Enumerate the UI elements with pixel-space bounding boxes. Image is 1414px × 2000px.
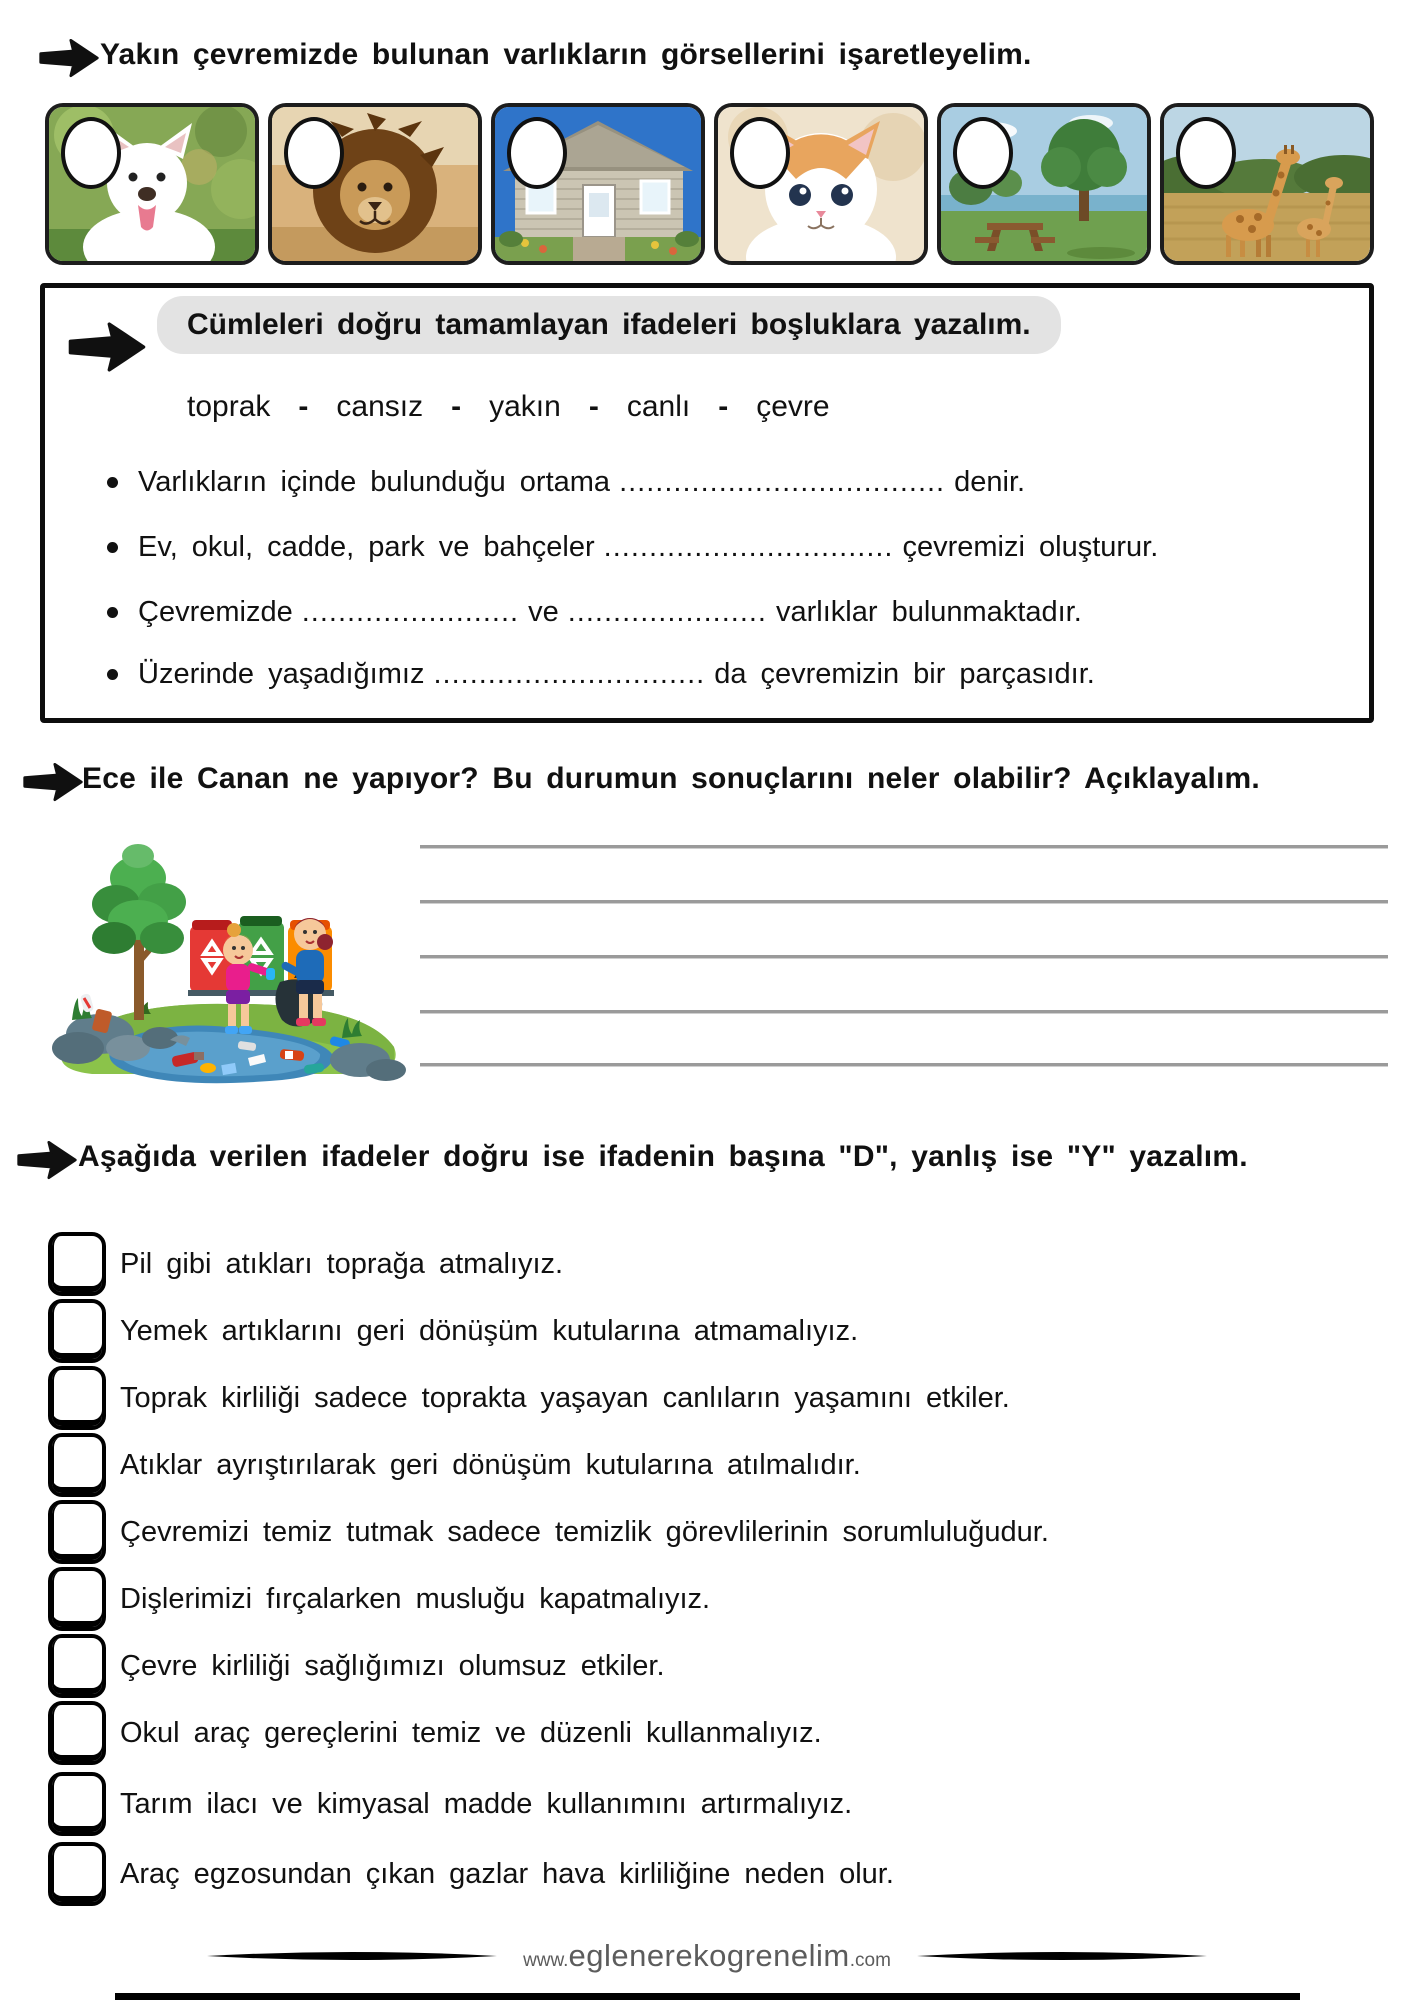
statement-text: Yemek artıklarını geri dönüşüm kutularına atmamalıyız. bbox=[120, 1314, 859, 1347]
footer-divider-left bbox=[207, 1948, 497, 1964]
word-bank-item: toprak bbox=[187, 390, 271, 423]
image-checkbox[interactable] bbox=[61, 117, 121, 189]
image-checkbox[interactable] bbox=[730, 117, 790, 189]
dy-statement-row bbox=[48, 1433, 861, 1497]
dy-statement-row bbox=[48, 1567, 710, 1631]
recycling-illustration bbox=[42, 842, 412, 1087]
writing-line[interactable] bbox=[420, 955, 1388, 958]
statement-text: Okul araç gereçlerini temiz ve düzenli kullanmalıyız. bbox=[120, 1716, 822, 1749]
section2-arrow-icon bbox=[67, 318, 147, 381]
footer-divider-right bbox=[917, 1948, 1207, 1964]
sentence-text: çevremizi oluşturur. bbox=[902, 531, 1159, 563]
sentence-text: da çevremizin bir parçasıdır. bbox=[714, 658, 1095, 690]
dy-answer-box[interactable] bbox=[48, 1701, 106, 1765]
image-checkbox[interactable] bbox=[507, 117, 567, 189]
word-bank bbox=[165, 390, 852, 424]
statement-text: Atıklar ayrıştırılarak geri dönüşüm kutularına atılmalıdır. bbox=[120, 1448, 861, 1481]
section1-arrow-icon bbox=[38, 36, 100, 85]
answer-blank[interactable]: .............................. bbox=[433, 658, 706, 690]
fill-sentence bbox=[107, 658, 1104, 691]
dy-answer-box[interactable] bbox=[48, 1842, 106, 1906]
dy-statement-row bbox=[48, 1299, 858, 1363]
statement-text: Araç egzosundan çıkan gazlar hava kirliliğine neden olur. bbox=[120, 1857, 894, 1890]
dy-statement-row bbox=[48, 1500, 1049, 1564]
statement-text: Dişlerimizi fırçalarken musluğu kapatmalıyız. bbox=[120, 1582, 711, 1615]
fill-in-blanks-box bbox=[40, 283, 1374, 723]
dy-statement-row bbox=[48, 1701, 822, 1765]
answer-blank[interactable]: ...................... bbox=[567, 596, 767, 628]
image-checkbox[interactable] bbox=[953, 117, 1013, 189]
word-bank-dash: - bbox=[718, 390, 729, 423]
image-card-lion[interactable] bbox=[268, 103, 482, 265]
image-checkbox[interactable] bbox=[284, 117, 344, 189]
footer-url bbox=[523, 1938, 891, 1974]
fill-sentence bbox=[107, 466, 1034, 499]
sentence-text: Ev, okul, cadde, park ve bahçeler bbox=[138, 531, 595, 563]
word-bank-dash: - bbox=[298, 390, 309, 423]
bullet bbox=[107, 477, 118, 488]
writing-line[interactable] bbox=[420, 900, 1388, 903]
statement-text: Pil gibi atıkları toprağa atmalıyız. bbox=[120, 1247, 564, 1280]
writing-line[interactable] bbox=[420, 1010, 1388, 1013]
section3-title: Ece ile Canan ne yapıyor? Bu durumun sonuçlarını neler olabilir? Açıklayalım. bbox=[82, 762, 1260, 795]
word-bank-dash: - bbox=[588, 390, 599, 423]
statement-text: Çevremizi temiz tutmak sadece temizlik görevlilerinin sorumluluğudur. bbox=[120, 1515, 1049, 1548]
bullet bbox=[107, 607, 118, 618]
dy-statement-row bbox=[48, 1232, 563, 1296]
word-bank-item: cansız bbox=[336, 390, 424, 423]
page-bottom-border bbox=[115, 1993, 1300, 2000]
sentence-text: varlıklar bulunmaktadır. bbox=[776, 596, 1082, 628]
statement-text: Tarım ilacı ve kimyasal madde kullanımını artırmalıyız. bbox=[120, 1787, 853, 1820]
section3-arrow-icon bbox=[22, 760, 84, 809]
dy-answer-box[interactable] bbox=[48, 1366, 106, 1430]
answer-blank[interactable]: ........................ bbox=[301, 596, 520, 628]
fill-sentence bbox=[107, 531, 1167, 564]
dy-answer-box[interactable] bbox=[48, 1433, 106, 1497]
dy-answer-box[interactable] bbox=[48, 1299, 106, 1363]
dy-answer-box[interactable] bbox=[48, 1500, 106, 1564]
sentence-text: denir. bbox=[954, 466, 1026, 498]
word-bank-item: yakın bbox=[489, 390, 561, 423]
image-card-giraffes[interactable] bbox=[1160, 103, 1374, 265]
dy-statement-row bbox=[48, 1366, 1010, 1430]
dy-answer-box[interactable] bbox=[48, 1232, 106, 1296]
answer-blank[interactable]: ................................ bbox=[603, 531, 894, 563]
image-card-park[interactable] bbox=[937, 103, 1151, 265]
dy-answer-box[interactable] bbox=[48, 1567, 106, 1631]
dy-answer-box[interactable] bbox=[48, 1772, 106, 1836]
word-bank-dash: - bbox=[451, 390, 462, 423]
section2-title: Cümleleri doğru tamamlayan ifadeleri boşluklara yazalım. bbox=[157, 296, 1061, 354]
sentence-text: Varlıkların içinde bulunduğu ortama bbox=[138, 466, 611, 498]
image-card-dog[interactable] bbox=[45, 103, 259, 265]
sentence-text: ve bbox=[528, 596, 559, 628]
dy-statement-row bbox=[48, 1634, 665, 1698]
answer-blank[interactable]: .................................... bbox=[619, 466, 946, 498]
image-card-house[interactable] bbox=[491, 103, 705, 265]
section1-title: Yakın çevremizde bulunan varlıkların görsellerini işaretleyelim. bbox=[100, 38, 1032, 71]
bullet bbox=[107, 542, 118, 553]
footer bbox=[0, 1938, 1414, 1974]
bullet bbox=[107, 669, 118, 680]
footer-url-www: www. bbox=[523, 1950, 569, 1971]
writing-line[interactable] bbox=[420, 1063, 1388, 1066]
statement-text: Toprak kirliliği sadece toprakta yaşayan canlıların yaşamını etkiler. bbox=[120, 1381, 1010, 1414]
statement-text: Çevre kirliliği sağlığımızı olumsuz etkiler. bbox=[120, 1649, 665, 1682]
footer-url-domain: eglenerekogrenelim bbox=[568, 1938, 850, 1973]
word-bank-item: canlı bbox=[626, 390, 691, 423]
writing-line[interactable] bbox=[420, 845, 1388, 848]
image-card-kitten[interactable] bbox=[714, 103, 928, 265]
sentence-text: Çevremizde bbox=[138, 596, 293, 628]
section4-arrow-icon bbox=[16, 1138, 78, 1187]
image-checkbox[interactable] bbox=[1176, 117, 1236, 189]
dy-answer-box[interactable] bbox=[48, 1634, 106, 1698]
fill-sentence bbox=[107, 596, 1091, 629]
sentence-text: Üzerinde yaşadığımız bbox=[138, 658, 425, 690]
footer-url-com: .com bbox=[849, 1950, 891, 1971]
dy-statement-row bbox=[48, 1772, 852, 1836]
section4-title: Aşağıda verilen ifadeler doğru ise ifadenin başına "D", yanlış ise "Y" yazalım. bbox=[78, 1140, 1248, 1173]
dy-statement-row bbox=[48, 1842, 894, 1906]
word-bank-item: çevre bbox=[756, 390, 830, 423]
